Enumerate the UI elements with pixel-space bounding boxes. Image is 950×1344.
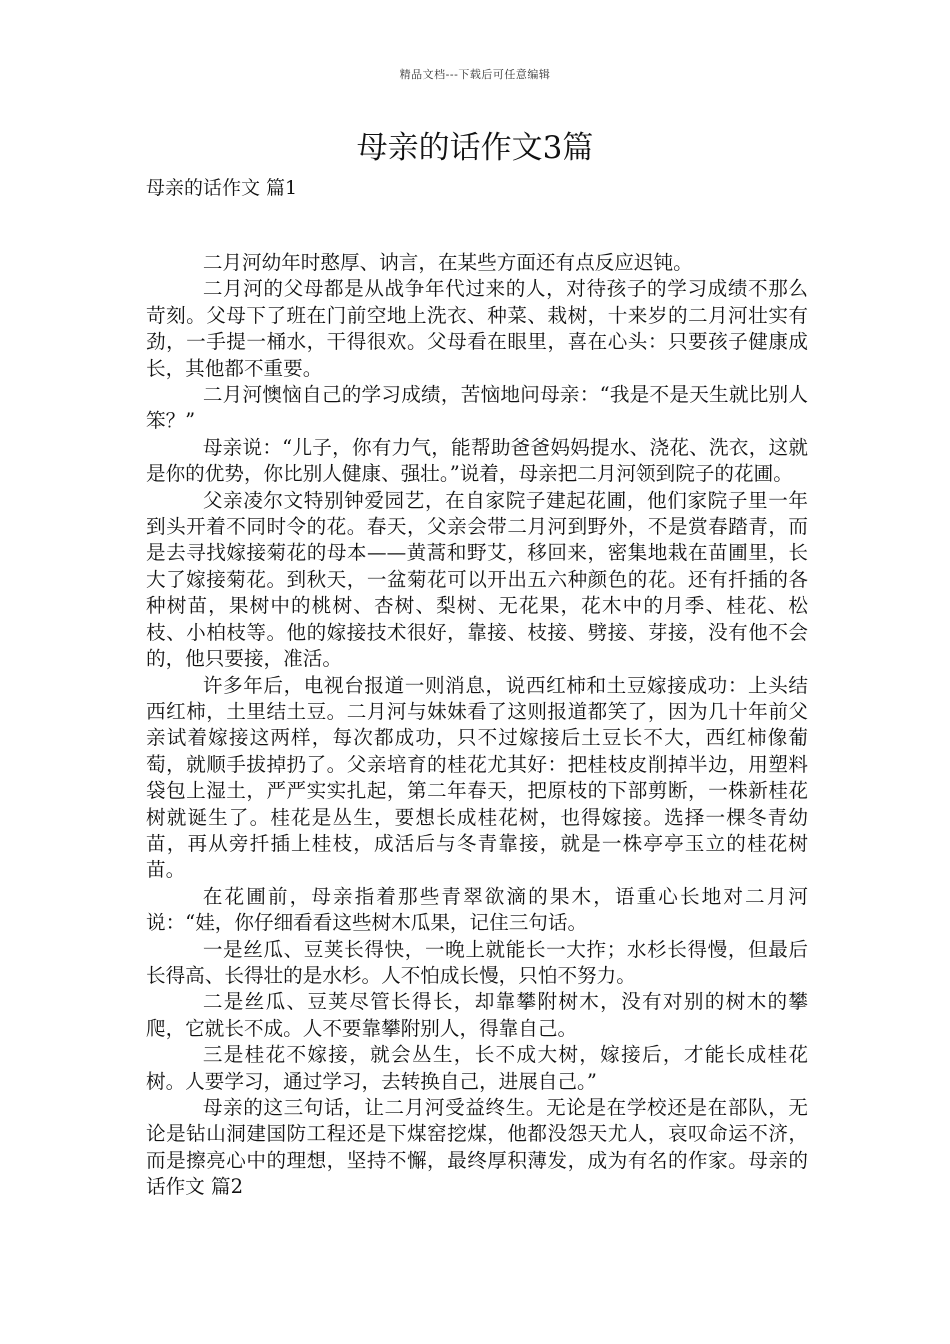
paragraph: 在花圃前，母亲指着那些青翠欲滴的果木，语重心长地对二月河说：“娃，你仔细看看这些树木瓜果，记住三句话。 bbox=[146, 884, 808, 935]
paragraph: 母亲说：“儿子，你有力气，能帮助爸爸妈妈提水、浇花、洗衣，这就是你的优势，你比别人健康、强壮。”说着，母亲把二月河领到院子的花圃。 bbox=[146, 435, 808, 486]
document-title: 母亲的话作文3篇 bbox=[356, 130, 594, 166]
paragraph: 一是丝瓜、豆荚长得快，一晚上就能长一大拃；水杉长得慢，但最后长得高、长得壮的是水杉。人不怕成长慢，只怕不努力。 bbox=[146, 937, 808, 987]
paragraph: 二月河的父母都是从战争年代过来的人，对待孩子的学习成绩不那么苛刻。父母下了班在门前空地上洗衣、种菜、栽树，十来岁的二月河壮实有劲，一手提一桶水，干得很欢。父母看在眼里，喜在心头：只要孩子健康成长，其他都不重要。 bbox=[146, 277, 808, 380]
header-note: 精品文档---下载后可任意编辑 bbox=[399, 68, 551, 81]
paragraph: 二月河幼年时憨厚、讷言，在某些方面还有点反应迟钝。 bbox=[202, 251, 693, 274]
paragraph: 二是丝瓜、豆荚尽管长得长，却靠攀附树木，没有对别的树木的攀爬，它就长不成。人不要靠攀附别人，得靠自己。 bbox=[146, 990, 808, 1040]
section-heading: 母亲的话作文 篇1 bbox=[146, 177, 298, 199]
paragraph: 父亲凌尔文特别钟爱园艺，在自家院子建起花圃，他们家院子里一年到头开着不同时令的花。春天，父亲会带二月河到野外，不是赏春踏青，而是去寻找嫁接菊花的母本——黄蒿和野艾，移回来，密集地栽在苗圃里，长大了嫁接菊花。到秋天，一盆菊花可以开出五六种颜色的花。还有扦插的各种树苗，果树中的桃树、杏树、梨树、无花果，花木中的月季、桂花、松枝、小柏枝等。他的嫁接技术很好，靠接、枝接、劈接、芽接，没有他不会的，他只要接，准活。 bbox=[146, 488, 808, 671]
paragraph: 三是桂花不嫁接，就会丛生，长不成大树，嫁接后，才能长成桂花树。人要学习，通过学习，去转换自己，进展自己。” bbox=[146, 1043, 808, 1093]
paragraph: 母亲的这三句话，让二月河受益终生。无论是在学校还是在部队，无论是钻山洞建国防工程还是下煤窑挖煤，他都没怨天尤人，哀叹命运不济，而是擦亮心中的理想，坚持不懈，最终厚积薄发，成为有名的作家。母亲的话作文 篇2 bbox=[146, 1096, 808, 1199]
article-body bbox=[146, 250, 808, 1201]
paragraph: 许多年后，电视台报道一则消息，说西红柿和土豆嫁接成功：上头结西红柿，土里结土豆。二月河与妹妹看了这则报道都笑了，因为几十年前父亲试着嫁接这两样，每次都成功，只不过嫁接后土豆长不大，西红柿像葡萄，就顺手拔掉扔了。父亲培育的桂花尤其好：把桂枝皮削掉半边，用塑料袋包上湿土，严严实实扎起，第二年春天，把原枝的下部剪断，一株新桂花树就诞生了。桂花是丛生，要想长成桂花树，也得嫁接。选择一棵冬青幼苗，再从旁扦插上桂枝，成活后与冬青靠接，就是一株亭亭玉立的桂花树苗。 bbox=[146, 673, 808, 882]
paragraph: 二月河懊恼自己的学习成绩，苦恼地问母亲：“我是不是天生就比别人笨？” bbox=[146, 383, 808, 433]
